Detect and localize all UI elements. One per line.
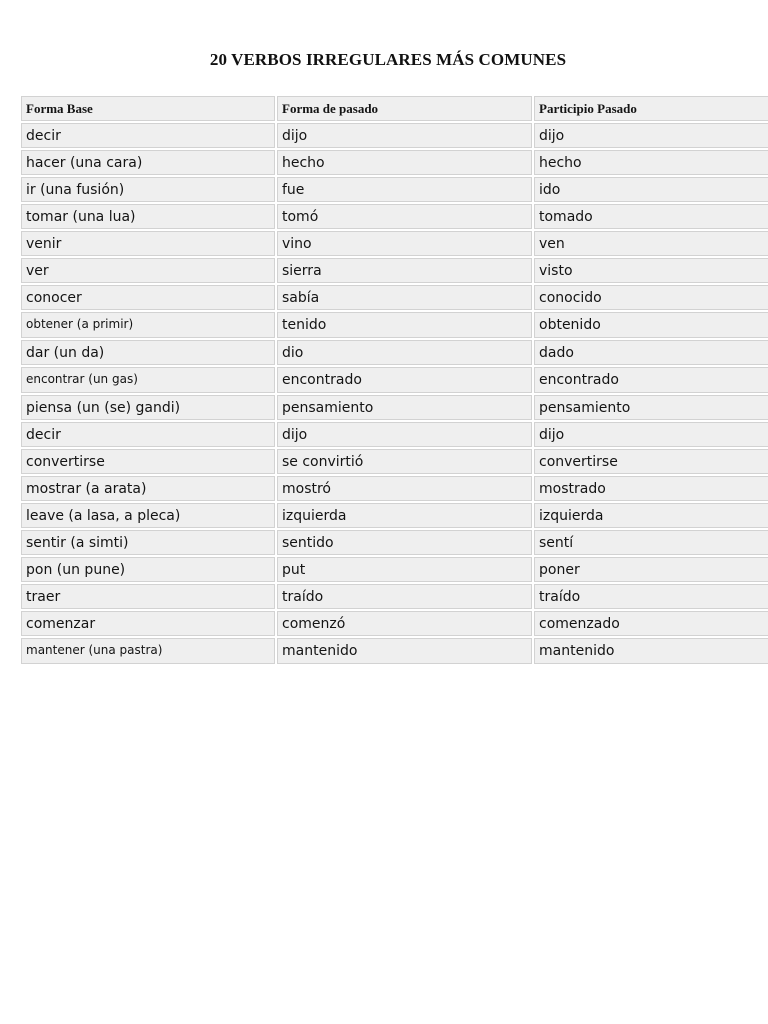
past-form-cell: mantenido — [277, 638, 532, 664]
past-participle-cell: hecho — [534, 150, 768, 175]
table-row — [21, 449, 768, 474]
past-form-cell: tenido — [277, 312, 532, 338]
past-form-cell: izquierda — [277, 503, 532, 528]
past-participle-cell: comenzado — [534, 611, 768, 636]
document-title: 20 VERBOS IRREGULARES MÁS COMUNES — [209, 50, 567, 69]
base-form-cell: encontrar (un gas) — [21, 367, 275, 393]
past-form-cell: sentido — [277, 530, 532, 555]
base-form-cell: tomar (una lua) — [21, 204, 275, 229]
table-row — [21, 231, 768, 256]
past-form-cell: dijo — [277, 123, 532, 148]
table-row — [21, 611, 768, 636]
past-participle-cell: conocido — [534, 285, 768, 310]
past-form-cell: traído — [277, 584, 532, 609]
past-participle-cell: traído — [534, 584, 768, 609]
base-form-cell: hacer (una cara) — [21, 150, 275, 175]
past-participle-cell: poner — [534, 557, 768, 582]
past-participle-cell: visto — [534, 258, 768, 283]
table-row — [21, 422, 768, 447]
table-row — [21, 584, 768, 609]
base-form-cell: decir — [21, 123, 275, 148]
past-participle-cell: dijo — [534, 422, 768, 447]
table-row — [21, 476, 768, 501]
past-form-cell: dio — [277, 340, 532, 365]
table-row — [21, 258, 768, 283]
header-past-participle: Participio Pasado — [534, 96, 768, 121]
base-form-cell: pon (un pune) — [21, 557, 275, 582]
table-row — [21, 638, 768, 664]
table-row — [21, 285, 768, 310]
table-row — [21, 557, 768, 582]
header-base-form: Forma Base — [21, 96, 275, 121]
past-participle-cell: ven — [534, 231, 768, 256]
base-form-cell: mostrar (a arata) — [21, 476, 275, 501]
past-participle-cell: tomado — [534, 204, 768, 229]
past-participle-cell: dado — [534, 340, 768, 365]
past-form-cell: sabía — [277, 285, 532, 310]
past-participle-cell: dijo — [534, 123, 768, 148]
past-form-cell: comenzó — [277, 611, 532, 636]
past-form-cell: encontrado — [277, 367, 532, 393]
base-form-cell: mantener (una pastra) — [21, 638, 275, 664]
past-form-cell: sierra — [277, 258, 532, 283]
base-form-cell: piensa (un (se) gandi) — [21, 395, 275, 420]
base-form-cell: ver — [21, 258, 275, 283]
past-participle-cell: sentí — [534, 530, 768, 555]
base-form-cell: decir — [21, 422, 275, 447]
past-participle-cell: obtenido — [534, 312, 768, 338]
past-form-cell: dijo — [277, 422, 532, 447]
base-form-cell: traer — [21, 584, 275, 609]
past-form-cell: tomó — [277, 204, 532, 229]
past-participle-cell: encontrado — [534, 367, 768, 393]
base-form-cell: comenzar — [21, 611, 275, 636]
table-row — [21, 530, 768, 555]
base-form-cell: ir (una fusión) — [21, 177, 275, 202]
table-row — [21, 503, 768, 528]
base-form-cell: sentir (a simti) — [21, 530, 275, 555]
table-row — [21, 150, 768, 175]
past-form-cell: fue — [277, 177, 532, 202]
past-participle-cell: mantenido — [534, 638, 768, 664]
table-row — [21, 367, 768, 393]
past-participle-cell: izquierda — [534, 503, 768, 528]
verb-table — [19, 94, 768, 666]
past-participle-cell: convertirse — [534, 449, 768, 474]
base-form-cell: dar (un da) — [21, 340, 275, 365]
table-row — [21, 177, 768, 202]
base-form-cell: venir — [21, 231, 275, 256]
past-form-cell: se convirtió — [277, 449, 532, 474]
past-participle-cell: mostrado — [534, 476, 768, 501]
table-row — [21, 123, 768, 148]
base-form-cell: obtener (a primir) — [21, 312, 275, 338]
base-form-cell: convertirse — [21, 449, 275, 474]
table-header-row — [21, 96, 768, 121]
verb-table-container — [19, 94, 768, 666]
base-form-cell: conocer — [21, 285, 275, 310]
past-participle-cell: pensamiento — [534, 395, 768, 420]
past-form-cell: hecho — [277, 150, 532, 175]
table-row — [21, 312, 768, 338]
past-form-cell: vino — [277, 231, 532, 256]
past-form-cell: put — [277, 557, 532, 582]
header-past-form: Forma de pasado — [277, 96, 532, 121]
base-form-cell: leave (a lasa, a pleca) — [21, 503, 275, 528]
past-participle-cell: ido — [534, 177, 768, 202]
table-row — [21, 204, 768, 229]
past-form-cell: mostró — [277, 476, 532, 501]
table-row — [21, 340, 768, 365]
table-row — [21, 395, 768, 420]
past-form-cell: pensamiento — [277, 395, 532, 420]
